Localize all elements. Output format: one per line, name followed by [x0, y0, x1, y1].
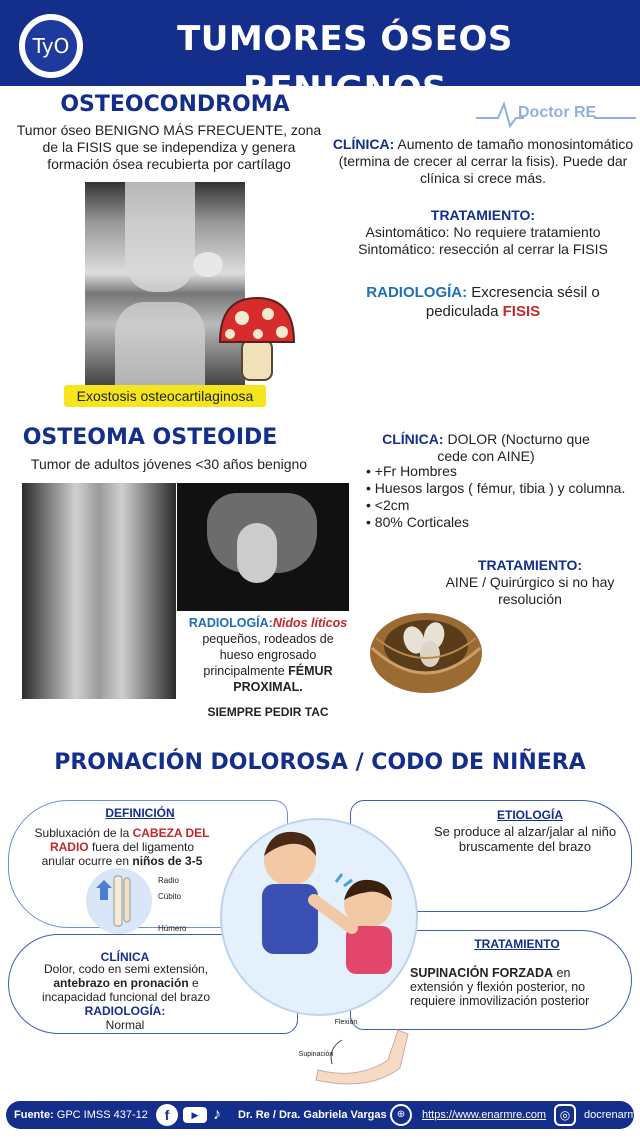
clinica-label: CLÍNICA [100, 950, 150, 964]
radiologia-label: RADIOLOGÍA: [84, 1004, 166, 1018]
osteoma-title: OSTEOMA OSTEOIDE [22, 425, 278, 450]
clinica-text: Dolor, codo en semi extensión, antebrazo en pronación e incapacidad funcional del brazo [41, 962, 211, 1004]
elbow-diagram [86, 868, 152, 934]
tratamiento-label: TRATAMIENTO [474, 937, 560, 951]
femur-xray-image [22, 483, 176, 699]
osteocondroma-tratamiento-label: TRATAMIENTO: [430, 207, 536, 223]
osteoma-clinica: CLÍNICA: DOLOR (Nocturno que cede con AINE) [382, 431, 590, 464]
osteocondroma-clinica: CLÍNICA: Aumento de tamaño monosintomático (termina de crecer al cerrar la fisis). Puede dar clínica si crece más. [332, 136, 634, 186]
osteocondroma-title: OSTEOCONDROMA [60, 92, 290, 117]
bone-icon [86, 868, 152, 934]
arm-label-flexion: Flexión [334, 1019, 358, 1026]
footer-handle: docrenarm [584, 1109, 637, 1121]
instagram-icon[interactable]: ◎ [554, 1104, 576, 1126]
list-item: • <2cm [366, 497, 625, 514]
radiologia-text: Normal [105, 1018, 145, 1032]
arm-label-supinacion: Supinación [298, 1051, 334, 1058]
osteocondroma-tratamiento-1: Asintomático: No requiere tratamiento [365, 224, 601, 240]
footer-bar [6, 1101, 637, 1129]
brand-name: Doctor RE [518, 104, 597, 121]
osteoma-tratamiento-label: TRATAMIENTO: [477, 557, 583, 573]
osteocondroma-radiologia: RADIOLOGÍA: Excresencia sésil o pediculada FISIS [366, 284, 600, 320]
bone-label-cubito: Cúbito [158, 892, 182, 901]
osteoma-bullets [366, 463, 625, 531]
bone-label-humero: Húmero [158, 924, 187, 933]
osteoma-radiologia: RADIOLOGÍA:Nidos líticos pequeños, rodeados de hueso engrosado principalmente FÉMUR PROXIMAL. [188, 616, 348, 694]
definicion-label: DEFINICIÓN [105, 806, 175, 820]
children-icon [210, 820, 430, 980]
page-title: TUMORES ÓSEOS BENIGNOS [177, 19, 513, 109]
tyo-logo [19, 14, 83, 78]
facebook-icon[interactable]: f [156, 1104, 178, 1126]
tac-note: SIEMPRE PEDIR TAC [207, 705, 329, 719]
definicion-text: Subluxación de la CABEZA DEL RADIO fuera del ligamento anular ocurre en niños de 3-5 [34, 826, 210, 868]
footer-source: Fuente: GPC IMSS 437-12 [14, 1109, 148, 1121]
youtube-icon[interactable]: ▶ [183, 1107, 207, 1123]
osteoma-tratamiento-text: AINE / Quirúrgico si no hay resolución [445, 574, 615, 607]
doctor-re-logo [476, 96, 636, 130]
list-item: • +Fr Hombres [366, 463, 625, 480]
logo-text: TyO [32, 34, 70, 58]
pronacion-title: PRONACIÓN DOLOROSA / CODO DE NIÑERA [54, 750, 586, 775]
footer-authors: Dr. Re / Dra. Gabriela Vargas [238, 1109, 387, 1121]
mushroom-icon [216, 294, 298, 386]
osteocondroma-tratamiento-2: Sintomático: resección al cerrar la FISIS [358, 241, 608, 257]
tiktok-icon[interactable]: ♪ [213, 1106, 221, 1123]
tratamiento-text: SUPINACIÓN FORZADA en extensión y flexión posterior, no requiere inmovilización posterior [410, 966, 590, 1008]
bird-nest-icon [366, 598, 486, 698]
etiologia-label: ETIOLOGÍA [497, 808, 563, 822]
xray-caption: Exostosis osteocartilaginosa [64, 385, 266, 407]
etiologia-text: Se produce al alzar/jalar al niño bruscamente del brazo [433, 824, 617, 854]
bone-label-radio: Radio [158, 876, 179, 885]
footer-url[interactable]: https://www.enarmre.com [422, 1109, 547, 1121]
osteocondroma-desc: Tumor óseo BENIGNO MÁS FRECUENTE, zona de la FISIS que se independiza y genera formación ósea recubierta por cartílago [16, 122, 322, 172]
list-item: • Huesos largos ( fémur, tibia ) y columna. [366, 480, 625, 497]
ct-scan-image [177, 483, 349, 611]
osteoma-desc: Tumor de adultos jóvenes <30 años benigno [30, 456, 308, 472]
globe-icon: ⊕ [390, 1104, 412, 1126]
list-item: • 80% Corticales [366, 514, 625, 531]
